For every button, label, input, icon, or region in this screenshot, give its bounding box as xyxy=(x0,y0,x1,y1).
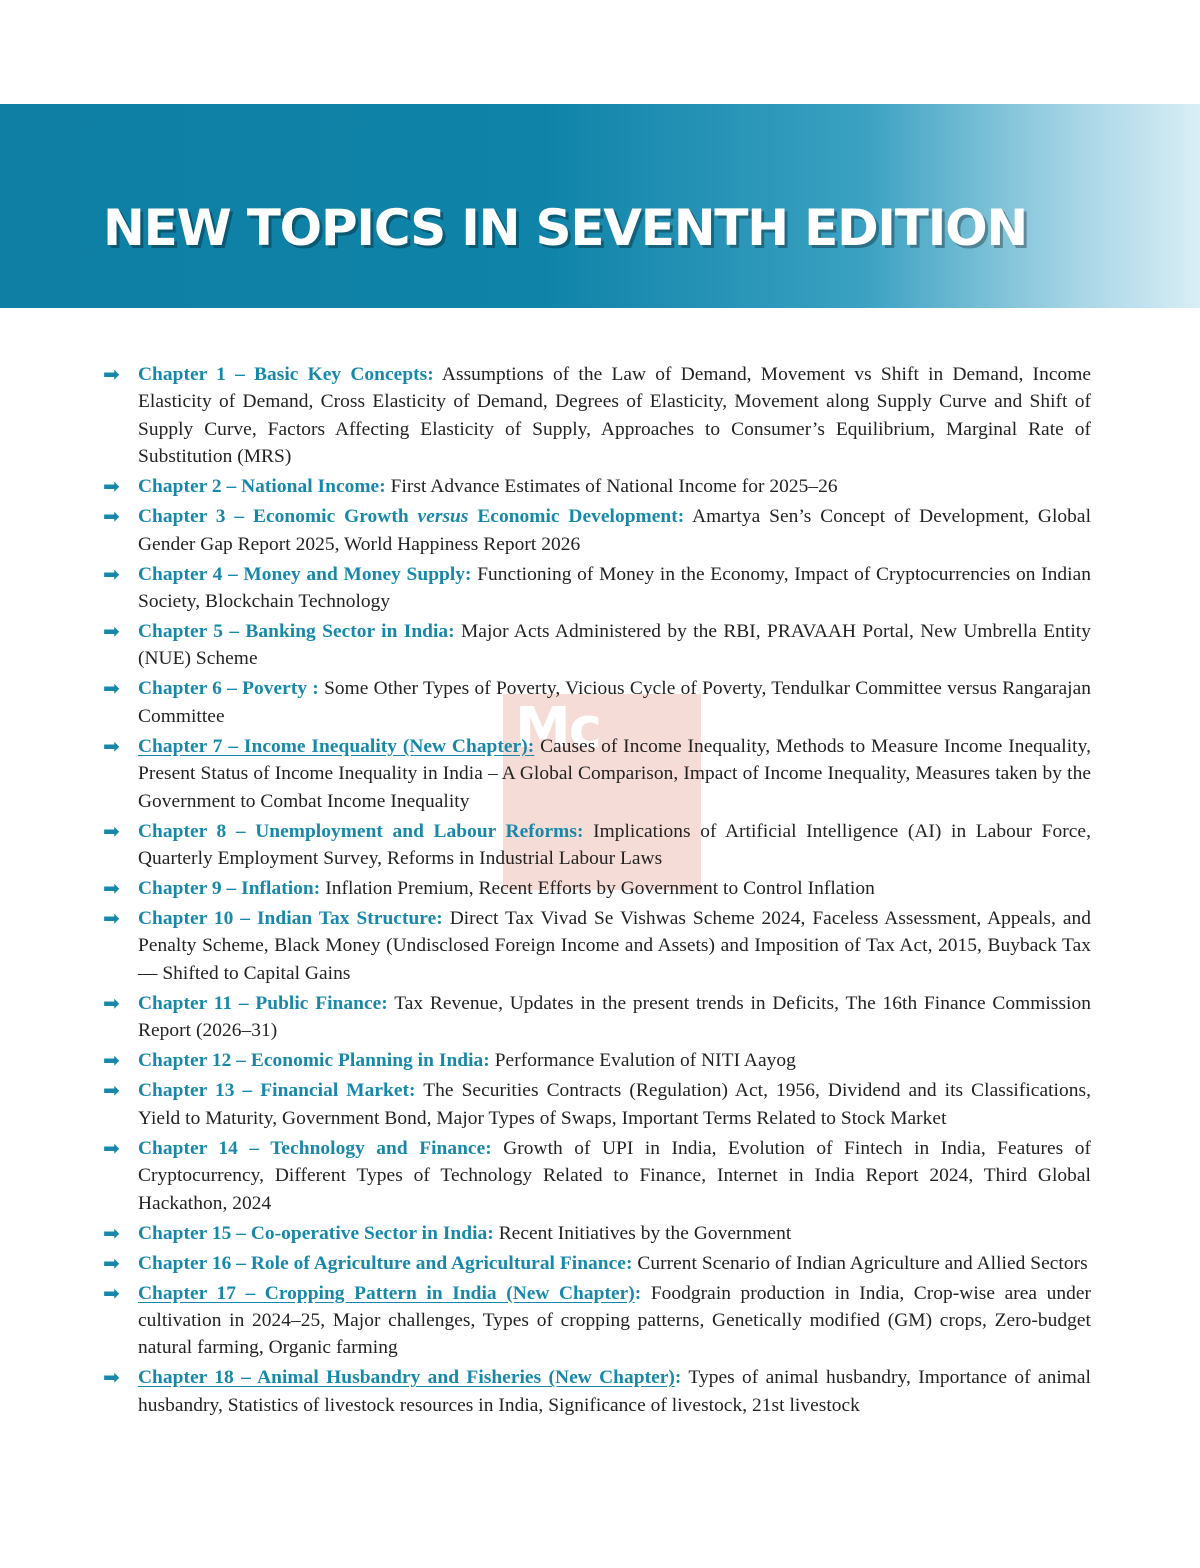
list-item xyxy=(0,905,1200,987)
right-arrow-icon: ➡ xyxy=(103,474,120,499)
right-arrow-icon: ➡ xyxy=(103,362,120,386)
topic-details: Recent Initiatives by the Government xyxy=(498,1222,792,1244)
chapter-title-link[interactable]: Chapter 7 – Income Inequality (New Chapter): xyxy=(138,735,535,757)
list-item xyxy=(0,1077,1200,1132)
topic-details: Direct Tax Vivad Se Vishwas Scheme 2024, Faceless Assessment, Appeals, and Penalty Scheme, Black Money (Undisclosed Foreign Income and Assets) and Imposition of Tax Act, 2015, Buyback Tax — Shifted to Capital Gains xyxy=(138,908,1091,984)
right-arrow-icon: ➡ xyxy=(103,1220,120,1245)
list-item xyxy=(0,1250,1200,1277)
chapter-title: Chapter 8 – Unemployment and Labour Reforms: xyxy=(138,820,584,842)
list-item xyxy=(0,503,1200,558)
right-arrow-icon: ➡ xyxy=(103,990,120,1015)
chapter-title: Chapter 1 – Basic Key Concepts: xyxy=(138,364,434,385)
topic-details: First Advance Estimates of National Income for 2025–26 xyxy=(390,476,838,498)
right-arrow-icon: ➡ xyxy=(103,876,120,901)
topic-details: Tax Revenue, Updates in the present trends in Deficits, The 16th Finance Commission Report (2026–31) xyxy=(138,992,1091,1042)
chapter-title-part: Economic Development: xyxy=(468,506,685,528)
topic-details: Implications of Artificial Intelligence (AI) in Labour Force, Quarterly Employment Survey, Reforms in Industrial Labour Laws xyxy=(138,820,1091,870)
chapter-title: Chapter 14 – Technology and Finance: xyxy=(138,1137,492,1159)
topic-details: Performance Evalution of NITI Aayog xyxy=(494,1050,796,1072)
chapter-title: Chapter 2 – National Income: xyxy=(138,476,386,498)
right-arrow-icon: ➡ xyxy=(103,561,120,586)
list-item xyxy=(0,875,1200,902)
chapter-title: Chapter 9 – Inflation: xyxy=(138,878,321,900)
list-item xyxy=(0,675,1200,730)
right-arrow-icon: ➡ xyxy=(103,676,120,701)
list-item xyxy=(0,561,1200,616)
right-arrow-icon: ➡ xyxy=(103,504,120,529)
list-item xyxy=(0,361,1200,471)
list-item xyxy=(0,1364,1200,1419)
list-item xyxy=(0,473,1200,500)
chapter-colon: : xyxy=(674,1367,682,1389)
topic-details: Growth of UPI in India, Evolution of Fintech in India, Features of Cryptocurrency, Different Types of Technology Related to Finance, Internet in India Report 2024, Third Global Hackathon, 2024 xyxy=(138,1137,1091,1214)
topics-list xyxy=(0,361,1200,1422)
right-arrow-icon: ➡ xyxy=(103,906,120,931)
watermark-text: Mc xyxy=(515,696,600,761)
list-item xyxy=(0,818,1200,873)
topic-details: Functioning of Money in the Economy, Impact of Cryptocurrencies on Indian Society, Blockchain Technology xyxy=(138,563,1091,613)
right-arrow-icon: ➡ xyxy=(103,1078,120,1103)
chapter-colon: : xyxy=(634,1282,642,1304)
chapter-title: Chapter 6 – Poverty : xyxy=(138,678,319,700)
right-arrow-icon: ➡ xyxy=(103,818,120,843)
topic-details: Some Other Types of Poverty, Vicious Cycle of Poverty, Tendulkar Committee versus Rangarajan Committee xyxy=(138,678,1091,727)
chapter-title: Chapter 15 – Co-operative Sector in India: xyxy=(138,1222,494,1244)
chapter-title-link[interactable]: Chapter 18 – Animal Husbandry and Fisheries (New Chapter) xyxy=(138,1367,675,1389)
list-item xyxy=(0,1220,1200,1247)
chapter-title: Chapter 11 – Public Finance: xyxy=(138,992,388,1014)
topic-details: Types of animal husbandry, Importance of animal husbandry, Statistics of livestock resources in India, Significance of livestock, 21st livestock xyxy=(138,1367,1091,1416)
chapter-title: Chapter 12 – Economic Planning in India: xyxy=(138,1050,490,1072)
topic-details: Amartya Sen’s Concept of Development, Global Gender Gap Report 2025, World Happiness Report 2026 xyxy=(138,506,1092,555)
topic-details: Foodgrain production in India, Crop-wise area under cultivation in 2024–25, Major challenges, Types of cropping patterns, Genetically modified (GM) crops, Zero-budget natural farming, Organic farming xyxy=(138,1282,1091,1359)
list-item xyxy=(0,990,1200,1045)
right-arrow-icon: ➡ xyxy=(103,1250,120,1275)
topic-details: The Securities Contracts (Regulation) Act, 1956, Dividend and its Classifications, Yield to Maturity, Government Bond, Major Types of Swaps, Important Terms Related to Stock Market xyxy=(138,1080,1091,1129)
list-item xyxy=(0,1280,1200,1362)
list-item xyxy=(0,1135,1200,1217)
list-item xyxy=(0,618,1200,673)
list-item xyxy=(0,733,1200,815)
page-title: NEW TOPICS IN SEVENTH EDITION xyxy=(103,199,1028,257)
list-item xyxy=(0,1047,1200,1074)
right-arrow-icon: ➡ xyxy=(103,619,120,644)
right-arrow-icon: ➡ xyxy=(103,1280,120,1305)
right-arrow-icon: ➡ xyxy=(103,1135,120,1160)
chapter-title: Chapter 13 – Financial Market: xyxy=(138,1080,416,1102)
chapter-title xyxy=(138,506,684,527)
topic-details: Current Scenario of Indian Agriculture and Allied Sectors xyxy=(637,1252,1088,1274)
chapter-title: Chapter 4 – Money and Money Supply: xyxy=(138,563,472,585)
chapter-title: Chapter 10 – Indian Tax Structure: xyxy=(138,908,443,930)
topic-details: Causes of Income Inequality, Methods to Measure Income Inequality, Present Status of Income Inequality in India – A Global Comparison, Impact of Income Inequality, Measures taken by the Government to Combat Income Inequality xyxy=(138,735,1091,812)
chapter-title: Chapter 16 – Role of Agriculture and Agricultural Finance: xyxy=(138,1252,633,1274)
right-arrow-icon: ➡ xyxy=(103,1048,120,1073)
chapter-title-italic: versus xyxy=(417,506,469,528)
chapter-title-link[interactable]: Chapter 17 – Cropping Pattern in India (New Chapter) xyxy=(138,1282,635,1304)
topic-details: Inflation Premium, Recent Efforts by Government to Control Inflation xyxy=(325,878,875,900)
right-arrow-icon: ➡ xyxy=(103,1365,120,1390)
right-arrow-icon: ➡ xyxy=(103,733,120,758)
topic-details: Assumptions of the Law of Demand, Movement vs Shift in Demand, Income Elasticity of Demand, Cross Elasticity of Demand, Degrees of Elasticity, Movement along Supply Curve and Shift of Supply Curve, Factors Affecting Elasticity of Supply, Approaches to Consumer’s Equilibrium, Marginal Rate of Substitution (MRS) xyxy=(138,364,1092,468)
chapter-title: Chapter 5 – Banking Sector in India: xyxy=(138,621,455,643)
chapter-title-part: Chapter 3 – Economic Growth xyxy=(138,506,418,528)
topic-details: Major Acts Administered by the RBI, PRAVAAH Portal, New Umbrella Entity (NUE) Scheme xyxy=(138,621,1091,670)
